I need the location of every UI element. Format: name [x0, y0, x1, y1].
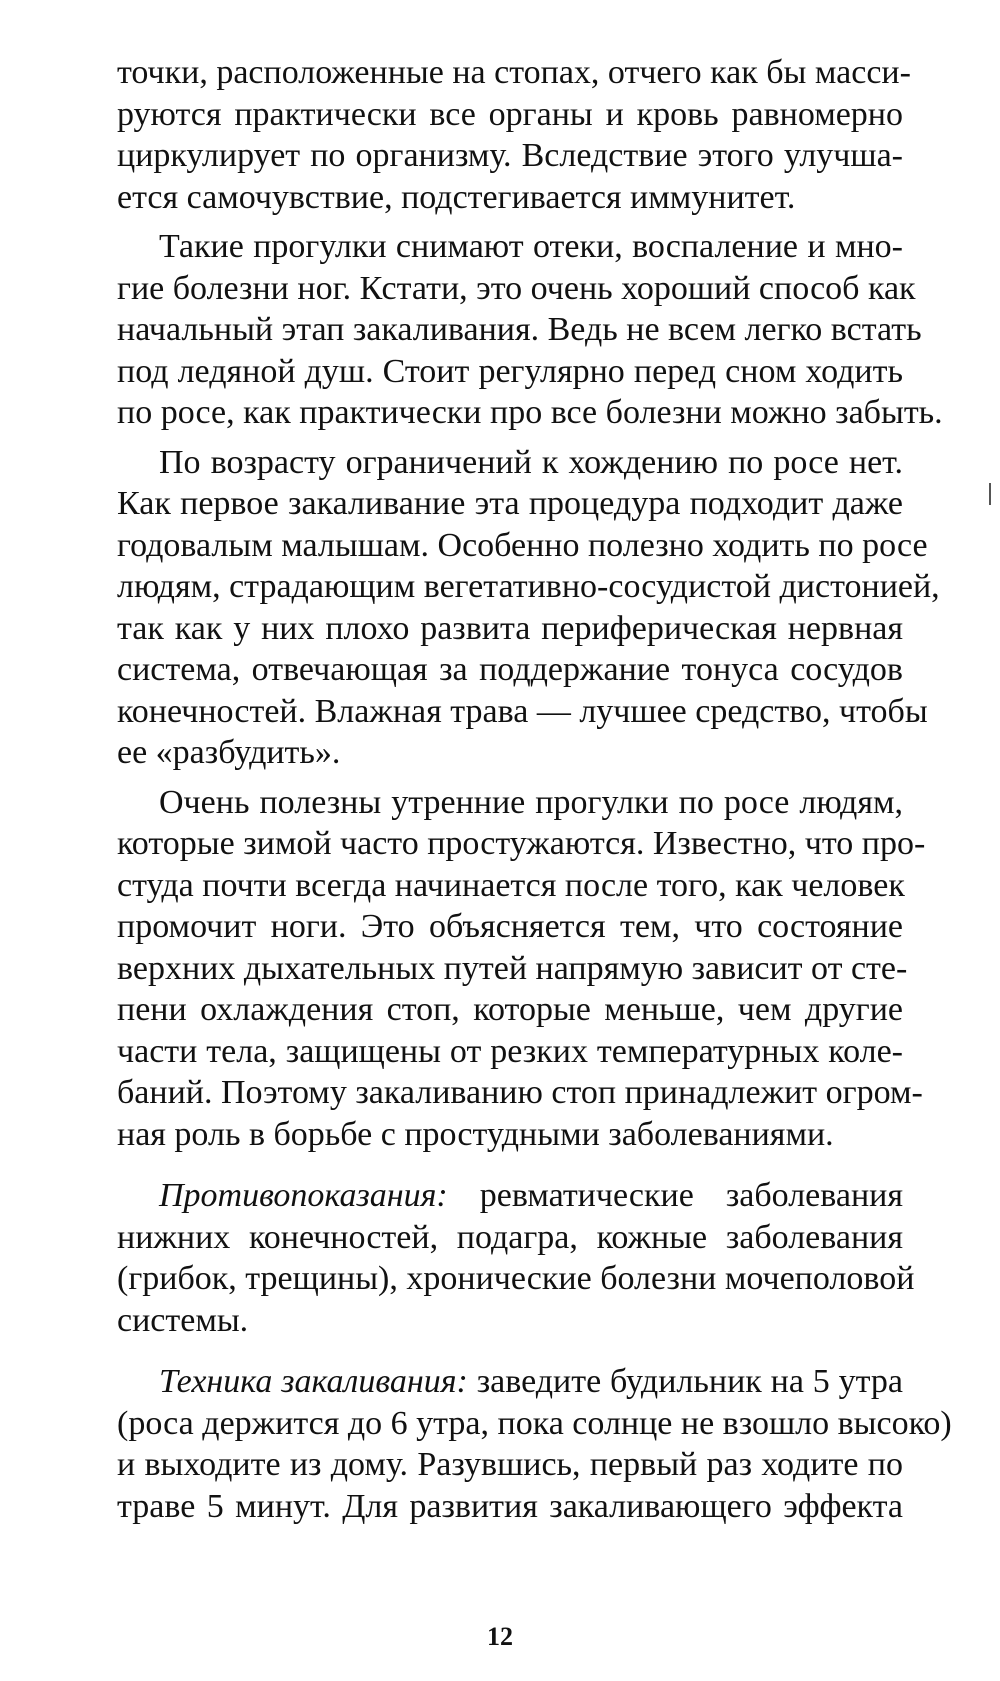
text-line: Такие прогулки снимают отеки, воспаление и мно- [159, 228, 903, 265]
text-line: нижних конечностей, подагра, кожные заболевания [117, 1218, 903, 1256]
text-line: циркулирует по организму. Вследствие этого улучша- [117, 137, 903, 174]
text-line [117, 1361, 903, 1403]
page-number: 12 [487, 1622, 513, 1651]
text-line: (роса держится до 6 утра, пока солнце не взошло высоко) [117, 1404, 952, 1442]
contraindications-label: Противопоказания: [159, 1177, 448, 1214]
text-line: верхних дыхательных путей напрямую зависит от сте- [117, 949, 908, 987]
text-line: гие болезни ног. Кстати, это очень хороший способ как [117, 269, 916, 307]
text-line: по росе, как практически про все болезни можно забыть. [117, 394, 943, 431]
text-line: части тела, защищены от резких температурных коле- [117, 1032, 903, 1070]
scan-edge-mark [989, 483, 991, 505]
body-text [117, 52, 952, 1535]
text-line: промочит ноги. Это объясняется тем, что состояние [117, 908, 903, 945]
text-line: студа почти всегда начинается после того, как человек [117, 866, 905, 904]
technique-text: заведите будильник на 5 утра [467, 1363, 903, 1400]
text-line: под ледяной душ. Стоит регулярно перед сном ходить [117, 352, 903, 390]
text-line: годовалым малышам. Особенно полезно ходить по росе [117, 526, 928, 564]
text-line: руются практически все органы и кровь равномерно [117, 95, 903, 133]
text-line: Как первое закаливание эта процедура подходит даже [117, 485, 903, 522]
text-line [117, 1175, 903, 1217]
text-line: и выходите из дому. Разувшись, первый раз ходите по [117, 1446, 903, 1483]
text-line: ется самочувствие, подстегивается иммунитет. [117, 178, 796, 216]
paragraph-2 [117, 226, 943, 434]
text-line: ее «разбудить». [117, 734, 341, 771]
text-line: Очень полезны утренние прогулки по росе людям, [159, 783, 903, 821]
text-line: баний. Поэтому закаливанию стоп принадлежит огром- [117, 1074, 923, 1111]
paragraph-1 [117, 52, 911, 218]
text-line: ная роль в борьбе с простудными заболеваниями. [117, 1115, 834, 1153]
paragraph-3 [117, 442, 940, 774]
text-line: начальный этап закаливания. Ведь не всем легко встать [117, 311, 922, 348]
text-line: пени охлаждения стоп, которые меньше, чем другие [117, 991, 903, 1028]
text-line: людям, страдающим вегетативно-сосудистой дистонией, [117, 568, 940, 605]
text-line: система, отвечающая за поддержание тонуса сосудов [117, 651, 903, 688]
text-line: системы. [117, 1301, 249, 1339]
text-line: траве 5 минут. Для развития закаливающего эффекта [117, 1487, 903, 1525]
paragraph-4 [117, 782, 926, 1156]
text-line: которые зимой часто простужаются. Известно, что про- [117, 825, 926, 862]
text-line: так как у них плохо развита периферическая нервная [117, 609, 903, 647]
technique-label: Техника закаливания: [159, 1363, 468, 1400]
text-line: По возрасту ограничений к хождению по росе нет. [159, 443, 903, 481]
text-line: конечностей. Влажная трава — лучшее средство, чтобы [117, 692, 928, 730]
technique-paragraph [117, 1361, 952, 1527]
text-line: (грибок, трещины), хронические болезни мочеполовой [117, 1260, 915, 1297]
contraindications-paragraph [117, 1175, 915, 1341]
text-line: точки, расположенные на стопах, отчего как бы масси- [117, 54, 911, 91]
contraindications-text: ревматические заболевания [447, 1177, 903, 1214]
